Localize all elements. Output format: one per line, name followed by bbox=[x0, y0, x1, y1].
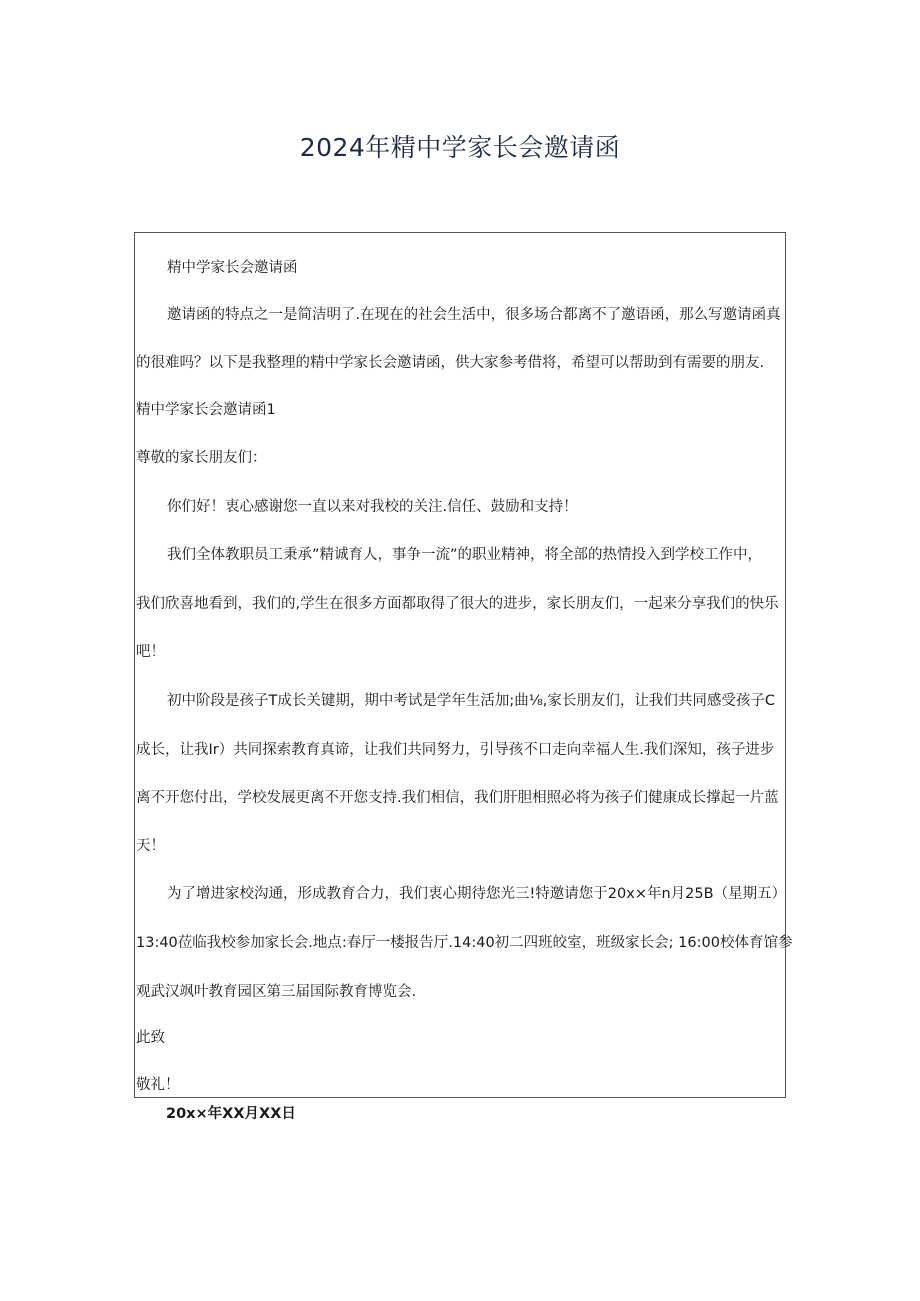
closing-line-2: 敬礼！ bbox=[136, 1077, 180, 1093]
paragraph-2-line-3: 离不开您付出，学校发展更离不开您支持.我们相信，我们肝胆相照必将为孩子们健康成长撑起一片蓝 bbox=[136, 790, 779, 806]
paragraph-3-line-1: 为了增进家校沟通，形成教育合力，我们衷心期待您光三!特邀请您于20x×年n月25B（星期五） bbox=[167, 886, 787, 902]
letter-heading: 精中学家长会邀请函 bbox=[167, 260, 298, 276]
paragraph-2-line-2: 成长，让我Ir）共同探索教育真谛，让我们共同努力，引导孩不口走向幸福人生.我们深知，孩子进步 bbox=[136, 742, 775, 758]
salutation: 尊敬的家长朋友们： bbox=[136, 450, 267, 466]
paragraph-1-line-1: 我们全体教职员工秉承”精诚育人，事争一流”的职业精神，将全部的热情投入到学校工作中， bbox=[167, 547, 763, 563]
intro-line-2: 的很难吗？以下是我整理的精中学家长会邀请函，供大家参考借将，希望可以帮助到有需要的朋友. bbox=[136, 355, 765, 371]
paragraph-1-line-2: 我们欣喜地看到，我们的,学生在很多方面都取得了很大的进步，家长朋友们，一起来分享我们的快乐 bbox=[136, 596, 779, 612]
closing-line-1: 此致 bbox=[136, 1030, 165, 1046]
letter-date: 20x×年XX月XX日 bbox=[166, 1106, 296, 1122]
paragraph-2-line-4: 天！ bbox=[136, 838, 165, 854]
paragraph-3-line-2: 13:40莅临我校参加家长会.地点:春厅一楼报告厅.14:40初二四班皎室，班级家长会; 16:00校体育馆参 bbox=[136, 935, 793, 951]
intro-line-1: 邀请函的特点之一是简洁明了.在现在的社会生活中，很多场合都离不了邀语函，那么写邀请函真 bbox=[167, 307, 781, 323]
greeting-line: 你们好！衷心感谢您一直以来对我校的关注.信任、鼓励和支持！ bbox=[167, 499, 578, 515]
section-heading: 精中学家长会邀请函1 bbox=[136, 402, 276, 418]
paragraph-3-line-3: 观武汉飒叶教育园区第三届国际教育博览会. bbox=[136, 984, 417, 1000]
document-title: 2024年精中学家长会邀请函 bbox=[299, 133, 621, 162]
paragraph-1-line-3: 吧！ bbox=[136, 644, 165, 660]
paragraph-2-line-1: 初中阶段是孩子T成长关键期，期中考试是学年生活加;曲⅛,家长朋友们，让我们共同感受孩子C bbox=[167, 693, 776, 709]
letter-body-box bbox=[134, 232, 793, 1098]
